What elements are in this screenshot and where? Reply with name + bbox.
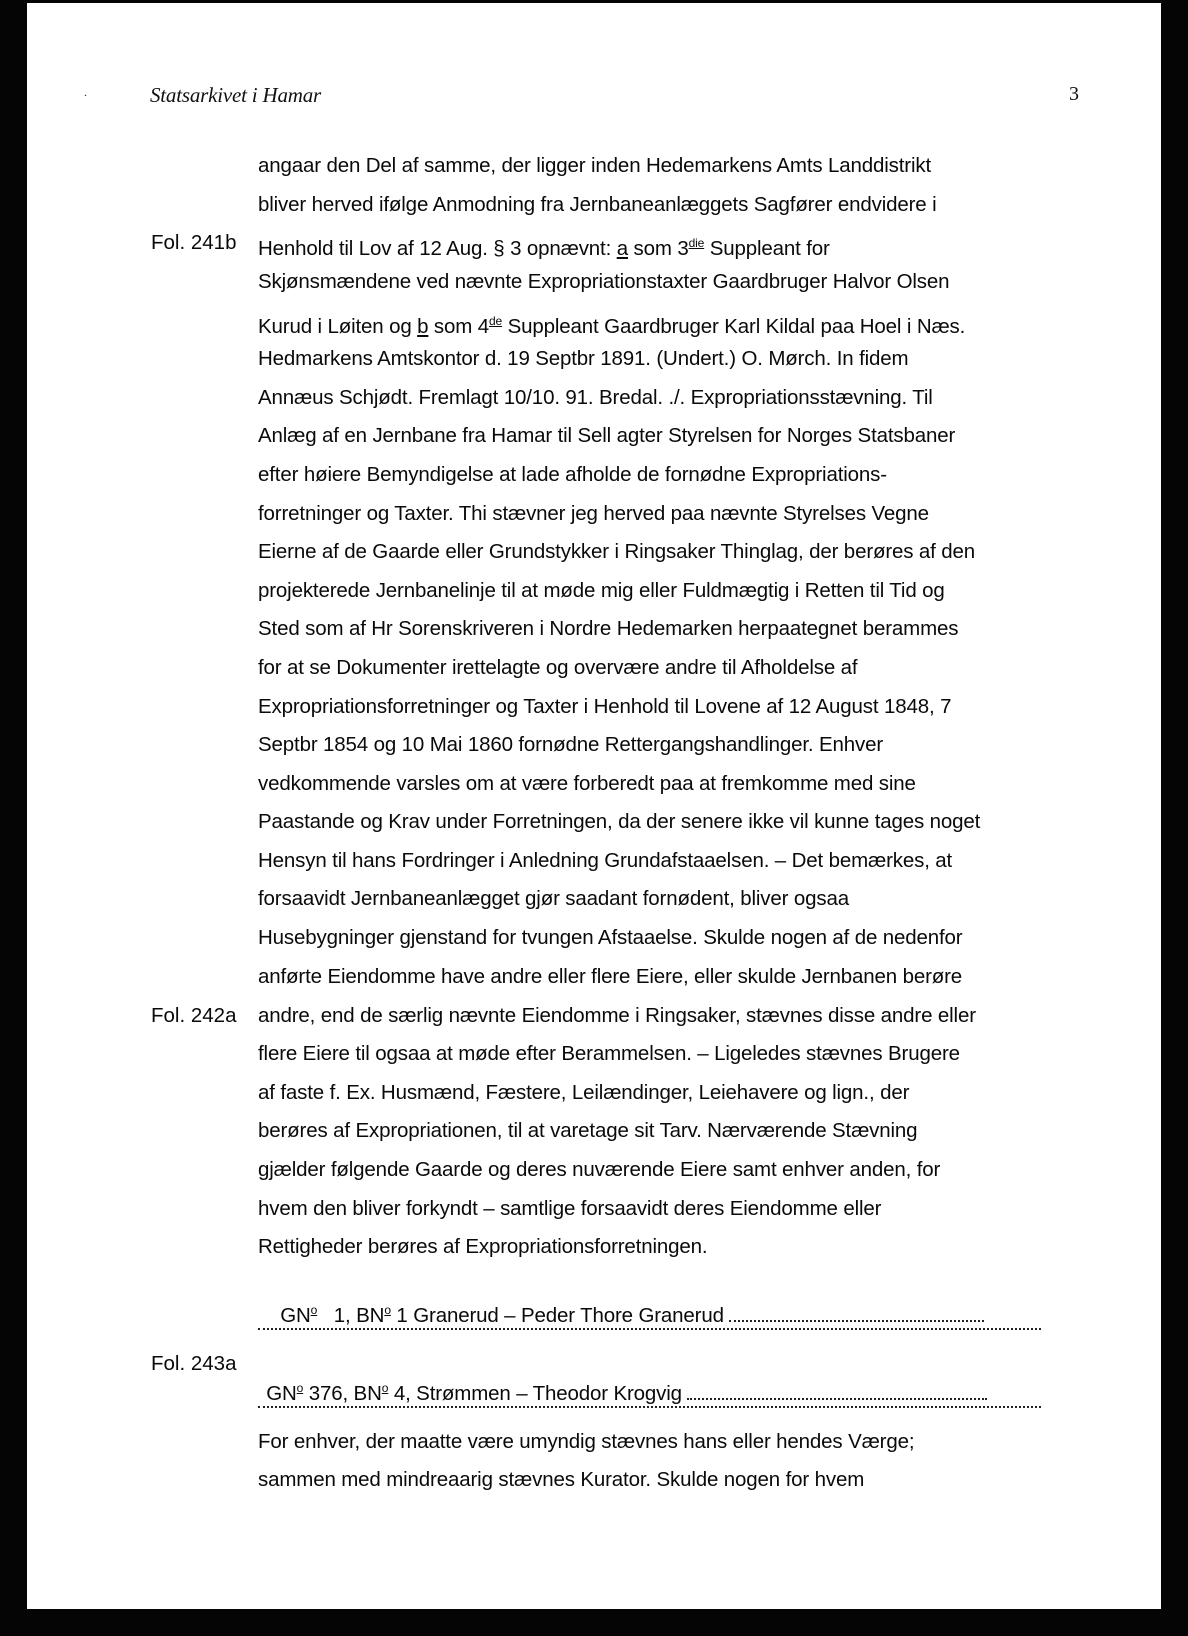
property-owner: 4, Strømmen – Theodor Krogvig xyxy=(388,1382,688,1405)
text-line: sammen med mindreaarig stævnes Kurator. Skulde nogen for hvem xyxy=(258,1468,865,1491)
dotted-leader xyxy=(729,1304,984,1322)
property-owner: 1 Granerud – Peder Thore Granerud xyxy=(390,1304,730,1327)
text-line: Paastande og Krav under Forretningen, da der senere ikke vil kunne tages noget xyxy=(258,810,981,833)
underlined-letter: a xyxy=(616,237,628,260)
property-entry xyxy=(244,1352,987,1430)
text-line: Eierne af de Gaarde eller Grundstykker i Ringsaker Thinglag, der berøres af den xyxy=(258,540,976,563)
property-entry xyxy=(258,1274,984,1352)
gn-label: GN xyxy=(266,1382,297,1405)
archive-header-title: Statsarkivet i Hamar xyxy=(150,83,321,107)
text-line: vedkommende varsles om at være forberedt paa at fremkomme med sine xyxy=(258,772,916,795)
text-line: anførte Eiendomme have andre eller flere Eiere, eller skulde Jernbanen berøre xyxy=(258,965,963,988)
text-line: Septbr 1854 og 10 Mai 1860 fornødne Rettergangshandlinger. Enhver xyxy=(258,733,884,756)
text-line: Rettigheder berøres af Expropriationsforretningen. xyxy=(258,1235,708,1258)
folio-label-242a: Fol. 242a xyxy=(151,1004,237,1027)
text-line: Sted som af Hr Sorenskriveren i Nordre Hedemarken herpaategnet berammes xyxy=(258,617,959,640)
gn-value: 376, BN xyxy=(303,1382,382,1405)
text-span: Suppleant Gaardbruger Karl Kildal paa Hoel i Næs. xyxy=(502,315,966,338)
text-line: bliver herved ifølge Anmodning fra Jernbaneanlæggets Sagfører endvidere i xyxy=(258,193,937,216)
document-page xyxy=(27,3,1161,1609)
text-line: andre, end de særlig nævnte Eiendomme i Ringsaker, stævnes disse andre eller xyxy=(258,1004,976,1027)
text-line: efter høiere Bemyndigelse at lade afholde de fornødne Expropriations- xyxy=(258,463,887,486)
text-line: For enhver, der maatte være umyndig stævnes hans eller hendes Værge; xyxy=(258,1430,915,1453)
text-line: berøres af Expropriationen, til at varetage sit Tarv. Nærværende Stævning xyxy=(258,1119,918,1142)
ordinal-superscript: die xyxy=(688,236,705,250)
text-line xyxy=(258,231,830,261)
text-line: projekterede Jernbanelinje til at møde mig eller Fuldmægtig i Retten til Tid og xyxy=(258,579,945,602)
numero-superscript: o xyxy=(296,1381,304,1395)
text-line: Anlæg af en Jernbane fra Hamar til Sell agter Styrelsen for Norges Statsbaner xyxy=(258,424,956,447)
underlined-letter: b xyxy=(417,315,429,338)
text-span: Suppleant for xyxy=(704,237,830,260)
folio-label-243a: Fol. 243a xyxy=(151,1352,237,1375)
dotted-leader xyxy=(687,1382,987,1400)
gn-label: GN xyxy=(280,1304,311,1327)
text-line: Skjønsmændene ved nævnte Expropriationstaxter Gaardbruger Halvor Olsen xyxy=(258,270,950,293)
text-line: forretninger og Taxter. Thi stævner jeg herved paa nævnte Styrelses Vegne xyxy=(258,502,929,525)
numero-superscript: o xyxy=(381,1381,389,1395)
text-line: Hensyn til hans Fordringer i Anledning Grundafstaaelsen. – Det bemærkes, at xyxy=(258,849,953,872)
text-span: Henhold til Lov af 12 Aug. § 3 opnævnt: xyxy=(258,237,617,260)
text-line: Expropriationsforretninger og Taxter i Henhold til Lovene af 12 August 1848, 7 xyxy=(258,695,952,718)
text-span: som 3 xyxy=(627,237,689,260)
ordinal-superscript: de xyxy=(489,314,503,328)
text-span: som 4 xyxy=(428,315,490,338)
page-number: 3 xyxy=(1069,83,1079,105)
folio-label-241b: Fol. 241b xyxy=(151,231,237,254)
numero-superscript: o xyxy=(310,1303,318,1317)
text-line: af faste f. Ex. Husmænd, Fæstere, Leilændinger, Leiehavere og lign., der xyxy=(258,1081,910,1104)
text-line xyxy=(258,309,965,339)
text-line: gjælder følgende Gaarde og deres nuværende Eiere samt enhver anden, for xyxy=(258,1158,941,1181)
numero-superscript: o xyxy=(384,1303,391,1317)
text-line: angaar den Del af samme, der ligger inden Hedemarkens Amts Landdistrikt xyxy=(258,154,932,177)
text-line: hvem den bliver forkyndt – samtlige forsaavidt deres Eiendomme eller xyxy=(258,1197,882,1220)
text-line: for at se Dokumenter irettelagte og overvære andre til Afholdelse af xyxy=(258,656,858,679)
gn-value: 1, BN xyxy=(317,1304,385,1327)
text-line: forsaavidt Jernbaneanlægget gjør saadant fornødent, bliver ogsaa xyxy=(258,887,849,910)
dotted-leader-line xyxy=(258,1406,1041,1408)
header-mark: . xyxy=(84,85,87,99)
text-line: Annæus Schjødt. Fremlagt 10/10. 91. Bredal. ./. Expropriationsstævning. Til xyxy=(258,386,933,409)
text-line: Hedmarkens Amtskontor d. 19 Septbr 1891. (Undert.) O. Mørch. In fidem xyxy=(258,347,909,370)
text-span: Kurud i Løiten og xyxy=(258,315,418,338)
text-line: flere Eiere til ogsaa at møde efter Berammelsen. – Ligeledes stævnes Brugere xyxy=(258,1042,960,1065)
text-line: Husebygninger gjenstand for tvungen Afstaaelse. Skulde nogen af de nedenfor xyxy=(258,926,963,949)
dotted-leader-line xyxy=(258,1328,1041,1330)
